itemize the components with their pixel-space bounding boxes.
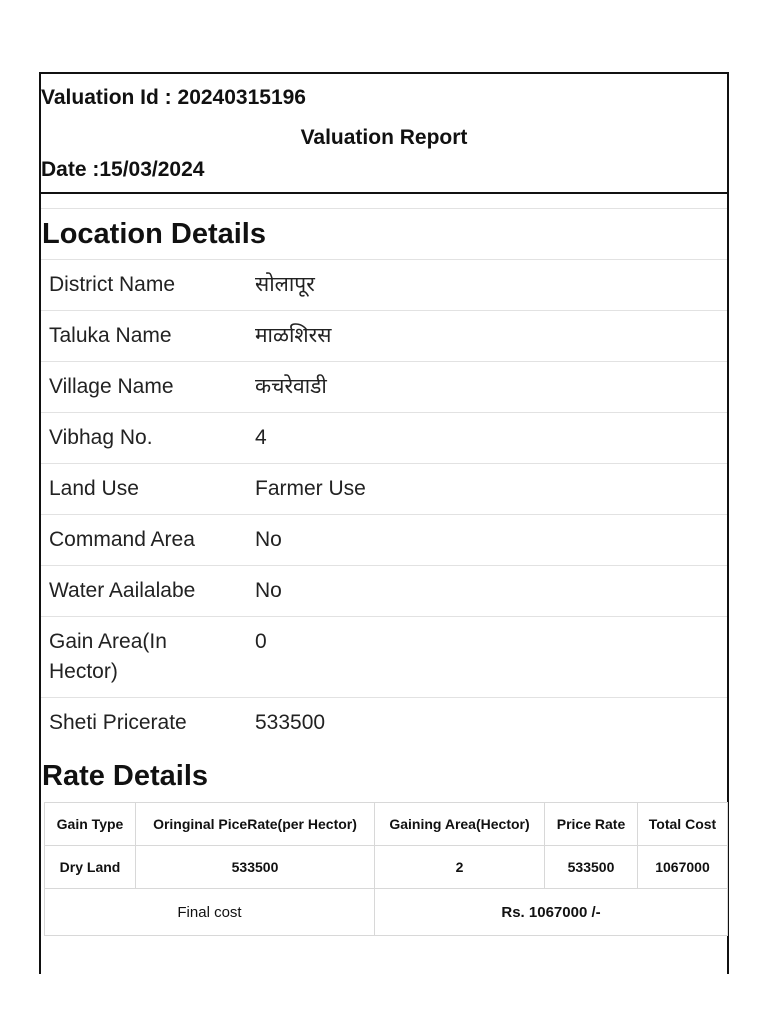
taluka-name-value: माळशिरस [247, 311, 727, 362]
sheti-pricerate-label: Sheti Pricerate [49, 711, 187, 734]
valuation-id: Valuation Id : 20240315196 [41, 86, 306, 109]
report-title: Valuation Report [300, 126, 468, 149]
gaining-area-cell: 2 [375, 846, 545, 889]
vibhag-no-value: 4 [247, 413, 727, 464]
table-row [41, 413, 727, 464]
gain-area-label: Gain Area(In Hector) [41, 617, 247, 698]
final-cost-value: Rs. 1067000 /- [375, 889, 728, 936]
column-header-total-cost: Total Cost [638, 803, 728, 846]
report-frame [39, 72, 729, 974]
final-cost-row [45, 889, 728, 936]
table-row [41, 362, 727, 413]
rate-details-table [44, 802, 728, 936]
sheti-pricerate-value: 533500 [255, 711, 326, 734]
location-details-table [41, 260, 727, 748]
gain-type-cell: Dry Land [45, 846, 136, 889]
column-header-original-rate: Oringinal PiceRate(per Hector) [136, 803, 375, 846]
report-header [41, 74, 727, 194]
vibhag-no-label: Vibhag No. [41, 413, 247, 464]
table-header-row [45, 803, 728, 846]
district-name-label: District Name [41, 260, 247, 311]
location-details-heading: Location Details [41, 209, 727, 260]
final-cost-label: Final cost [45, 889, 375, 936]
district-name-value: सोलापूर [247, 260, 727, 311]
village-name-value: कचरेवाडी [247, 362, 727, 413]
rate-details-heading: Rate Details [42, 760, 209, 792]
table-row [45, 846, 728, 889]
table-row [41, 566, 727, 617]
column-header-gain-type: Gain Type [45, 803, 136, 846]
price-rate-cell: 533500 [545, 846, 638, 889]
table-row [41, 464, 727, 515]
total-cost-cell: 1067000 [638, 846, 728, 889]
table-row [41, 260, 727, 311]
column-header-price-rate: Price Rate [545, 803, 638, 846]
column-header-gaining-area: Gaining Area(Hector) [375, 803, 545, 846]
land-use-label: Land Use [41, 464, 247, 515]
land-use-value: Farmer Use [247, 464, 727, 515]
section-spacer [41, 194, 727, 209]
taluka-name-label: Taluka Name [41, 311, 247, 362]
report-date: Date :15/03/2024 [41, 158, 205, 181]
table-row [41, 617, 727, 698]
table-row [41, 515, 727, 566]
table-row [41, 311, 727, 362]
command-area-label: Command Area [41, 515, 247, 566]
water-available-label: Water Aailalabe [41, 566, 247, 617]
original-rate-cell: 533500 [136, 846, 375, 889]
table-row [41, 698, 727, 749]
village-name-label: Village Name [41, 362, 247, 413]
gain-area-value: 0 [247, 617, 727, 698]
command-area-value: No [247, 515, 727, 566]
water-available-value: No [247, 566, 727, 617]
